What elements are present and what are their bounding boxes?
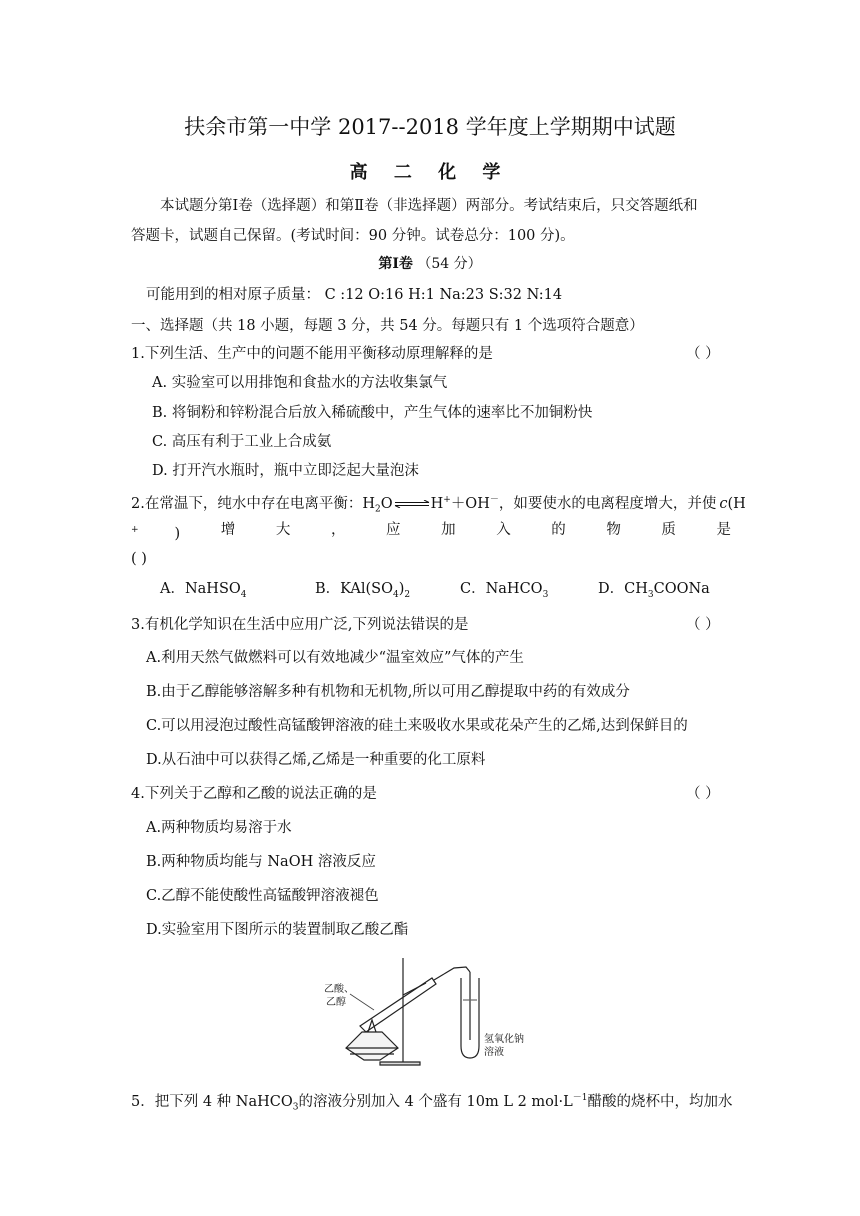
q2-c-text: C．NaHCO [460,581,543,597]
q2-row2-close: ) [174,525,181,542]
q2-row2-plus: + [131,525,139,535]
q1-option-d: D. 打开汽水瓶时，瓶中立即泛起大量泡沫 [152,463,419,479]
section-heading [0,254,860,274]
q2-plus-sup: + [443,495,451,505]
q3-option-d: D.从石油中可以获得乙烯,乙烯是一种重要的化工原料 [146,752,486,768]
q2-a-text: A．NaHSO [160,581,241,597]
q2-d-rest: COONa [653,581,710,597]
q2-minus-sup: － [489,495,499,505]
q2-option-c [460,579,548,605]
q4-option-b: B.两种物质均能与 NaOH 溶液反应 [146,854,376,870]
section-title: 第Ⅰ卷 [378,256,413,272]
q2-row2-w1: 增 [220,522,236,538]
delivery-tube-bend [444,967,470,974]
q2-row2-w7: 的 [551,522,566,538]
q3-stem: 3.有机化学知识在生活中应用广泛,下列说法错误的是 [131,617,469,633]
q1-option-a: A. 实验室可以用排饱和食盐水的方法收集氯气 [152,375,448,391]
q2-stem-post: ，如要使水的电离程度增大，并使 [498,495,717,512]
q3-answer-paren: （ ） [686,617,720,633]
q2-c-sub: 3 [542,589,549,600]
q5-stem-post: 醋酸的烧杯中，均加水 [587,1093,733,1110]
q5-stem-mid: 的溶液分别加入 4 个盛有 10m L 2 mol·L [298,1093,573,1110]
q5-stem-sup: －1 [572,1093,588,1103]
q2-stem [131,490,746,520]
q1-answer-paren: （ ） [686,346,720,362]
q3-option-c: C.可以用浸泡过酸性高锰酸钾溶液的硅土来吸收水果或花朵产生的乙烯,达到保鲜目的 [146,718,688,734]
q4-option-c: C.乙醇不能使酸性高锰酸钾溶液褪色 [146,888,379,904]
q2-option-b [315,579,410,605]
q2-stem-mid: ＋OH [450,495,490,512]
q2-row2-w3: ， [330,522,346,538]
q1-stem: 1.下列生活、生产中的问题不能用平衡移动原理解释的是 [131,346,493,362]
q2-row2-w2: 大 [275,522,291,538]
q5-stem-pre: 5．把下列 4 种 NaHCO [131,1093,293,1110]
section-score: （54 分） [417,256,482,272]
q2-row2-w8: 物 [606,522,621,538]
equilibrium-arrow-icon [393,500,431,508]
q3-option-b: B.由于乙醇能够溶解多种有机物和无机物,所以可用乙醇提取中药的有效成分 [146,684,630,700]
q5-stem-sub: 3 [292,1102,299,1113]
q2-b-sub1: 4 [393,589,399,600]
stand-base [380,1062,420,1065]
q2-justified-row [131,520,731,544]
intro-line-1: 本试题分第Ⅰ卷（选择题）和第Ⅱ卷（非选择题）两部分。考试结束后，只交答题纸和 [160,198,698,214]
q2-row2-w5: 加 [441,522,456,538]
q4-stem: 4.下列关于乙醇和乙酸的说法正确的是 [131,786,377,802]
q2-d-text: D．CH [598,581,648,597]
q3-option-a: A.利用天然气做燃料可以有效地减少“温室效应”气体的产生 [146,650,524,666]
figure-label-right-2: 溶液 [484,1047,504,1058]
q2-option-d [598,579,710,605]
q1-option-b: B. 将铜粉和锌粉混合后放入稀硫酸中，产生气体的速率比不加铜粉快 [152,405,593,421]
q5-stem [131,1088,733,1118]
reaction-tube [360,978,436,1032]
ester-apparatus-figure [320,950,540,1070]
q2-answer-paren: ( ) [131,551,147,567]
alcohol-lamp [346,1032,398,1060]
q2-row2-w10: 是 [716,522,731,538]
q4-option-d: D.实验室用下图所示的装置制取乙酸乙酯 [146,922,409,938]
q2-option-a [160,579,247,605]
q2-stem-ch: (H [727,495,746,512]
q4-option-a: A.两种物质均易溶于水 [146,820,292,836]
exam-subtitle: 高 二 化 学 [349,162,511,183]
q2-row2-w6: 入 [496,522,511,538]
q2-b-close: ) [398,581,405,597]
intro-line-2: 答题卡，试题自己保留。(考试时间：90 分钟。试卷总分：100 分)。 [131,228,575,244]
q2-d-sub: 3 [647,589,654,600]
part1-heading: 一、选择题（共 18 小题，每题 3 分，共 54 分。每题只有 1 个选项符合题意） [131,318,644,334]
exam-title: 扶余市第一中学 2017--2018 学年度上学期期中试题 [184,115,676,139]
atomic-masses: 可能用到的相对原子质量： C :12 O:16 H:1 Na:23 S:32 N:14 [146,287,563,303]
q2-b-text: B．KAl(SO [315,581,393,597]
q2-stem-pre: 2.在常温下，纯水中存在电离平衡：H [131,495,375,512]
q2-a-sub: 4 [240,589,247,600]
q2-b-sub2: 2 [404,589,411,600]
q2-stem-o: O [380,495,393,512]
q4-answer-paren: （ ） [686,786,720,802]
q2-row2-w9: 质 [661,522,676,538]
q2-h2o-sub: 2 [374,504,381,515]
q1-option-c: C. 高压有利于工业上合成氨 [152,434,332,450]
q2-row2-w0 [131,520,180,544]
q2-row2-w4: 应 [386,522,401,538]
figure-label-left-1: 乙酸、 [324,984,354,995]
q2-stem-h: H [430,495,444,512]
figure-label-right-1: 氢氧化钠 [484,1034,524,1045]
figure-label-left-2: 乙醇 [326,997,346,1008]
q2-stem-c: c [719,495,728,512]
